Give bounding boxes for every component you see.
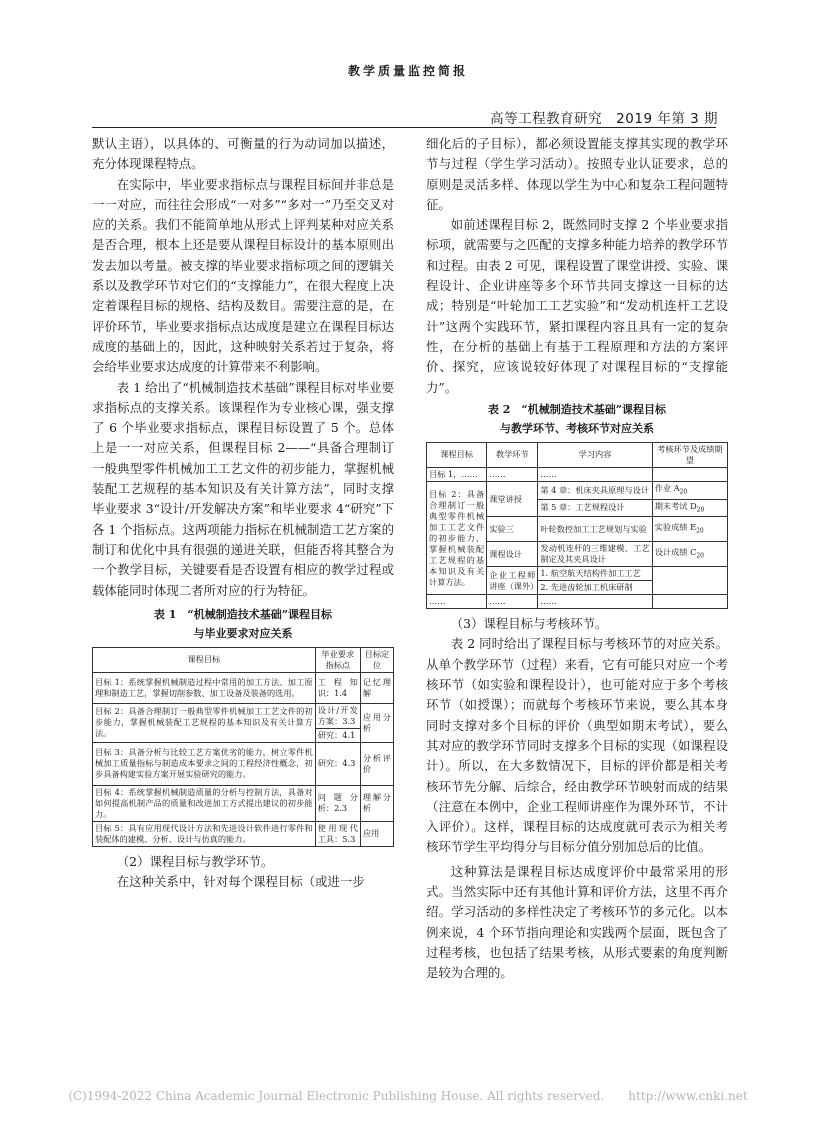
table-cell: 目标 2：具备合理制订一般典型零件机械加工工艺文件的初步能力，掌握机械装配工艺规程的基本知识及有关计算方法。 (427, 481, 487, 594)
table-cell: 问题分析：2.3 (315, 785, 360, 821)
table1 (92, 647, 394, 847)
table-row (93, 703, 394, 728)
paragraph: （3）课程目标与考核环节。 (450, 616, 608, 632)
table-row (93, 672, 394, 703)
table2 (426, 442, 728, 609)
table-cell: 理解分析 (360, 785, 393, 821)
paragraph: 如前述课程目标 2，既然同时支撑 2 个毕业要求指标项，就需要与之匹配的支撑多种能力培养的教学环节和过程。由表 2 可见，课程设置了课堂讲授、实验、课程设计、企业讲座等多个环节共同支撑这一目标的达成；特别是“叶轮加工工艺实验”和“发动机连杆工艺设计”这两个实践环节，紧扣课程内容且具有一定的复杂性，在分析的基础上有基于工程原理和方法的方案评价、探究，应该说较好体现了对课程目标的“支撑能力”。 (426, 217, 728, 395)
table-cell: …… (538, 595, 652, 609)
table-cell (652, 567, 727, 595)
table-cell: 课程设计 (487, 542, 538, 567)
journal-header: 高等工程教育研究 2019 年第 3 期 (490, 111, 718, 127)
left-column (92, 134, 394, 892)
table-cell: 企业工程师讲座（课外） (487, 567, 538, 595)
right-column (426, 134, 728, 983)
table-cell: 分析评价 (360, 742, 393, 785)
paragraph: 在这种关系中，针对每个课程目标（或进一步 (116, 874, 365, 890)
table-cell: 课堂讲授 (487, 481, 538, 516)
header-rule (92, 127, 716, 128)
table-cell: 发动机连杆的三维建模、工艺制定及其夹具设计 (538, 542, 652, 567)
table-cell (652, 467, 727, 481)
table-header: 课程目标 (93, 647, 316, 672)
table-cell: 目标 5：具有应用现代设计方法和先进设计软件进行零件和装配体的建模、分析、设计与仿真的能力。 (93, 821, 316, 846)
paragraph: 表 2 同时给出了课程目标与考核环节的对应关系。从单个教学环节（过程）来看，它有可能只对应一个考核环节（如实验和课程设计），也可能对应于多个考核环节（如授课）；而就每个考核环节来说，要么其本身同时支撑对多个目标的评价（典型如期末考试），要么其对应的教学环节同时支撑多个目标的实现（如课程设计）。所以，在大多数情况下，目标的评价都是相关考核环节先分解、后综合，经由教学环节映射而成的结果（注意在本例中，企业工程师讲座作为课外环节，不计入评价）。这样，课程目标的达成度就可表示为相关考核环节学生平均得分与目标分值分别加总后的比值。 (426, 636, 728, 855)
table-cell (652, 595, 727, 609)
table1-caption-sub: 与毕业要求对应关系 (193, 626, 293, 640)
table-cell: 第 5 章：工艺规程设计 (538, 499, 652, 517)
table-cell: …… (427, 595, 487, 609)
table-cell: 期末考试 $D_{20}$ (652, 499, 727, 517)
table-cell: 目标 4：系统掌握机械制造质量的分析与控制方法，具备对如何提高机制产品的质量和改进加工方式提出建议的初步能力。 (93, 785, 316, 821)
table-cell: 应用 (360, 821, 393, 846)
table-row (93, 742, 394, 785)
table-cell: 工程知识：1.4 (315, 672, 360, 703)
table-cell: 1. 航空航天结构件加工工艺 (538, 567, 652, 581)
table-header-row (93, 647, 394, 672)
table-cell: 实验成绩 $E_{20}$ (652, 517, 727, 542)
table-cell: 应用分析 (360, 703, 393, 742)
table-header-row (427, 442, 728, 467)
table-row (93, 821, 394, 846)
table2-caption-sub: 与教学环节、考核环节对应关系 (500, 421, 654, 435)
table2-caption: 表 2 “机械制造技术基础”课程目标 (487, 402, 667, 416)
table-row (427, 481, 728, 499)
table-cell: 研究：4.3 (315, 742, 360, 785)
table-cell: 作业 $A_{20}$ (652, 481, 727, 499)
copyright-footer: (C)1994-2022 China Academic Journal Electronic Publishing House. All rights reserved. http://www.cnki.net (68, 1089, 748, 1103)
table-cell: 目标 1，…… (427, 467, 487, 481)
table-header: 教学环节 (487, 442, 538, 467)
table-header: 课程目标 (427, 442, 487, 467)
paragraph: 这种算法是课程目标达成度评价中最常采用的形式。当然实际中还有其他计算和评价方法，这里不再介绍。学习活动的多样性决定了考核环节的多元化。以本例来说，4 个环节指向理论和实践两个层面，既包含了过程考核，也包括了结果考核，从形式要素的角度判断是较为合理的。 (426, 863, 728, 981)
table-cell: …… (538, 467, 652, 481)
paragraph: 在实际中，毕业要求指标点与课程目标间并非总是一一对应，而往往会形成“一对多”“多对一”乃至交叉对应的关系。我们不能简单地从形式上评判某种对应关系是否合理，根本上还是要从课程目标设计的基本原则出发去加以考量。被支撑的毕业要求指标项之间的逻辑关系以及教学环节对它们的“支撑能力”，在很大程度上决定着课程目标的规格、结构及数目。需要注意的是，在评价环节，毕业要求指标点达成度是建立在课程目标达成度的基础上的，因此，这种映射关系若过于复杂，将会给毕业要求达成度的计算带来不利影响。 (92, 176, 394, 375)
table1-caption: 表 1 “机械制造技术基础”课程目标 (153, 607, 333, 621)
table-cell: 目标 3：具备分析与比较工艺方案优劣的能力，树立零件机械加工质量指标与制造成本要求之间的工程经济性概念，初步具备构建实验方案开展实验研究的能力。 (93, 742, 316, 785)
table-cell: 实验三 (487, 517, 538, 542)
table-cell: 记忆理解 (360, 672, 393, 703)
paragraph: 默认主语），以具体的、可衡量的行为动词加以描述，充分体现课程特点。 (92, 136, 394, 172)
table-cell: 第 4 章：机床夹具原理与设计 (538, 481, 652, 499)
table-cell: 目标 2：具备合理制订一般典型零件机械加工工艺文件的初步能力，掌握机械装配工艺规程的基本知识及有关计算方法。 (93, 703, 316, 742)
table-row (427, 595, 728, 609)
table-cell: 设计成绩 $C_{20}$ (652, 542, 727, 567)
paragraph: 细化后的子目标），都必须设置能支撑其实现的教学环节与过程（学生学习活动）。按照专业认证要求，总的原则是灵活多样、体现以学生为中心和复杂工程问题特征。 (426, 136, 728, 212)
table-cell: 2. 先进齿轮加工机床研制 (538, 581, 652, 595)
paragraph: 表 1 给出了“机械制造技术基础”课程目标对毕业要求指标点的支撑关系。该课程作为专业核心课，强支撑了 6 个毕业要求指标点，课程目标设置了 5 个。总体上是一一对应关系，但课程目标 2——“具备合理制订一般典型零件机械加工工艺文件的初步能力，掌握机械装配工艺规程的基本知识及有关计算方法”，同时支撑毕业要求 3“设计/开发解决方案”和毕业要求 4“研究”下各 1 个指标点。这两项能力指标在机械制造工艺方案的制订和优化中具有很强的递进关联，但能否将其整合为一个教学目标，关键要看是否设置有相应的教学过程或载体能同时体现二者所对应的行为特征。 (92, 379, 394, 598)
table-cell: 叶轮数控加工工艺规划与实验 (538, 517, 652, 542)
table-header: 毕业要求指标点 (315, 647, 360, 672)
table-cell: …… (487, 595, 538, 609)
table-cell: …… (487, 467, 538, 481)
table-cell: 研究：4.1 (315, 728, 360, 742)
table-header: 学习内容 (538, 442, 652, 467)
table-row (93, 785, 394, 821)
banner: 教学质量监控简报 (347, 64, 468, 78)
table-header: 考核环节及成绩期望 (652, 442, 727, 467)
paragraph: （2）课程目标与教学环节。 (116, 853, 274, 869)
table-row (427, 467, 728, 481)
table-header: 目标定位 (360, 647, 393, 672)
table-cell: 使用现代工具：5.3 (315, 821, 360, 846)
table-cell: 设计/开发方案：3.3 (315, 703, 360, 728)
table-cell: 目标 1：系统掌握机械制造过程中常用的加工方法、加工原理和制造工艺，掌握切削参数、加工设备及装备的选用。 (93, 672, 316, 703)
